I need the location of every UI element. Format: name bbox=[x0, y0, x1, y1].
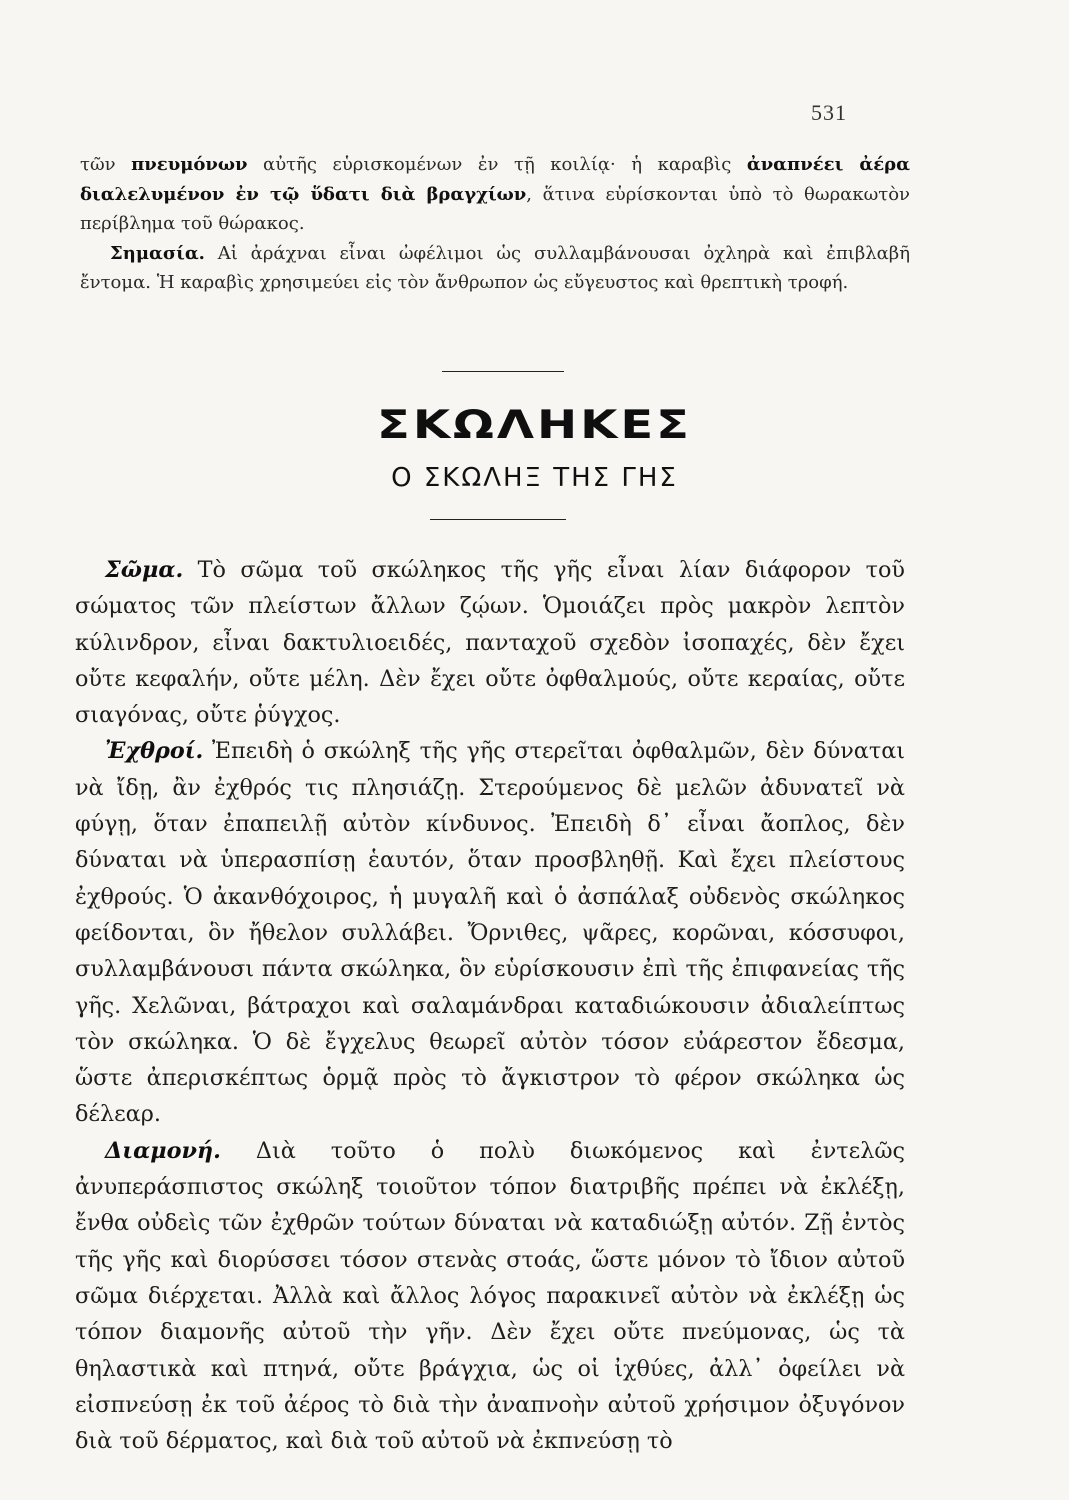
body-paragraph bbox=[75, 1133, 905, 1460]
paragraph-lead: Σημασία. bbox=[110, 242, 205, 264]
top-text-block bbox=[80, 150, 910, 298]
paragraph-text: Τὸ σῶμα τοῦ σκώληκος τῆς γῆς εἶναι λίαν διάφορον τοῦ σώματος τῶν πλείστων ἄλλων ζῴων. Ὁμοιάζει πρὸς μακρὸν λεπτὸν κύλινδρον, εἶναι δακτυλιοειδές, πανταχοῦ σχεδὸν ἰσοπαχές, δὲν ἔχει οὔτε κεφαλήν, οὔτε μέλη. Δὲν ἔχει οὔτε ὀφθαλμούς, οὔτε κεραίας, οὔτε σιαγόνας, οὔτε ῥύγχος. bbox=[75, 557, 905, 729]
bold-term-gills: ἀναπνέει ἀέρα διαλελυμένον ἐν τῷ ὕδατι διὰ βραγχίων bbox=[80, 154, 910, 205]
paragraph-lead: Ἐχθροί. bbox=[105, 738, 204, 765]
page-number: 531 bbox=[811, 100, 847, 125]
paragraph-lead: Σῶμα. bbox=[105, 557, 184, 583]
text-run: αὐτῆς εὑρισκομένων ἐν τῇ κοιλίᾳ· ἡ καραβὶς bbox=[247, 154, 747, 175]
paragraph-lead: Διαμονή. bbox=[105, 1137, 221, 1164]
section-title: ΣΚΩΛΗΚΕΣ bbox=[377, 402, 692, 448]
text-run: , ἅτινα εὑρίσκονται ὑπὸ τὸ θωρακωτὸν περίβλημα τοῦ θώρακος. bbox=[80, 183, 910, 234]
body-paragraph bbox=[75, 552, 905, 733]
paragraph-text: Ἐπειδὴ ὁ σκώληξ τῆς γῆς στερεῖται ὀφθαλμῶν, δὲν δύναται νὰ ἴδῃ, ἂν ἐχθρός τις πλησιάζῃ. Στερούμενος δὲ μελῶν ἀδυνατεῖ νὰ φύγῃ, ὅταν ἐπαπειλῇ αὐτὸν κίνδυνος. Ἐπειδὴ δ᾽ εἶναι ἄοπλος, δὲν δύναται νὰ ὑπερασπίσῃ ἑαυτόν, ὅταν προσβληθῇ. Καὶ ἔχει πλείστους ἐχθρούς. Ὁ ἀκανθόχοιρος, ἡ μυγαλῆ καὶ ὁ ἀσπάλαξ οὐδενὸς σκώληκος φείδονται, ὃν ἤθελον συλλάβει. Ὄρνιθες, ψᾶρες, κορῶναι, κόσσυφοι, συλλαμβάνουσι πάντα σκώληκα, ὃν εὑρίσκουσιν ἐπὶ τῆς ἐπιφανείας τῆς γῆς. Χελῶναι, βάτραχοι καὶ σαλαμάνδραι καταδιώκουσιν ἀδιαλείπτως τὸν σκώληκα. Ὁ δὲ ἔγχελυς θεωρεῖ αὐτὸν τόσον εὐάρεστον ἔδεσμα, ὥστε ἀπερισκέπτως ὁρμᾷ πρὸς τὸ ἄγκιστρον τὸ φέρον σκώληκα ὡς δέλεαρ. bbox=[75, 738, 905, 1128]
bold-term-lungs: πνευμόνων bbox=[131, 154, 248, 175]
divider-line bbox=[442, 371, 564, 372]
body-paragraph bbox=[75, 733, 905, 1132]
paragraph-text: Αἱ ἀράχναι εἶναι ὠφέλιμοι ὡς συλλαμβάνουσαι ὀχληρὰ καὶ ἐπιβλαβῆ ἔντομα. Ἡ καραβὶς χρησιμεύει εἰς τὸν ἄνθρωπον ὡς εὔγευστος καὶ θρεπτικὴ τροφή. bbox=[80, 242, 910, 293]
paragraph-text: Διὰ τοῦτο ὁ πολὺ διωκόμενος καὶ ἐντελῶς ἀνυπεράσπιστος σκώληξ τοιοῦτον τόπον διατριβῆς πρέπει νὰ ἐκλέξῃ, ἔνθα οὐδεὶς τῶν ἐχθρῶν τούτων δύναται νὰ καταδιώξῃ αὐτόν. Ζῇ ἐντὸς τῆς γῆς καὶ διορύσσει τόσον στενὰς στοάς, ὥστε μόνον τὸ ἴδιον αὐτοῦ σῶμα διέρχεται. Ἀλλὰ καὶ ἄλλος λόγος παρακινεῖ αὐτὸν νὰ ἐκλέξῃ ὡς τόπον διαμονῆς αὐτοῦ τὴν γῆν. Δὲν ἔχει οὔτε πνεύμονας, ὡς τὰ θηλαστικὰ καὶ πτηνά, οὔτε βράγχια, ὡς οἱ ἰχθύες, ἀλλ᾽ ὀφείλει νὰ εἰσπνεύσῃ ἐκ τοῦ ἀέρος τὸ διὰ τὴν ἀναπνοὴν αὐτοῦ χρήσιμον ὀξυγόνον διὰ τοῦ δέρματος, καὶ διὰ τοῦ αὐτοῦ νὰ ἐκπνεύσῃ τὸ bbox=[75, 1137, 905, 1455]
text-run: τῶν bbox=[80, 154, 132, 175]
main-text-block bbox=[75, 552, 905, 1459]
significance-paragraph bbox=[80, 239, 910, 298]
section-subtitle: Ο ΣΚΩΛΗΞ ΤΗΣ ΓΗΣ bbox=[391, 463, 678, 493]
top-paragraph-continued bbox=[80, 150, 910, 239]
divider-line bbox=[430, 519, 566, 520]
